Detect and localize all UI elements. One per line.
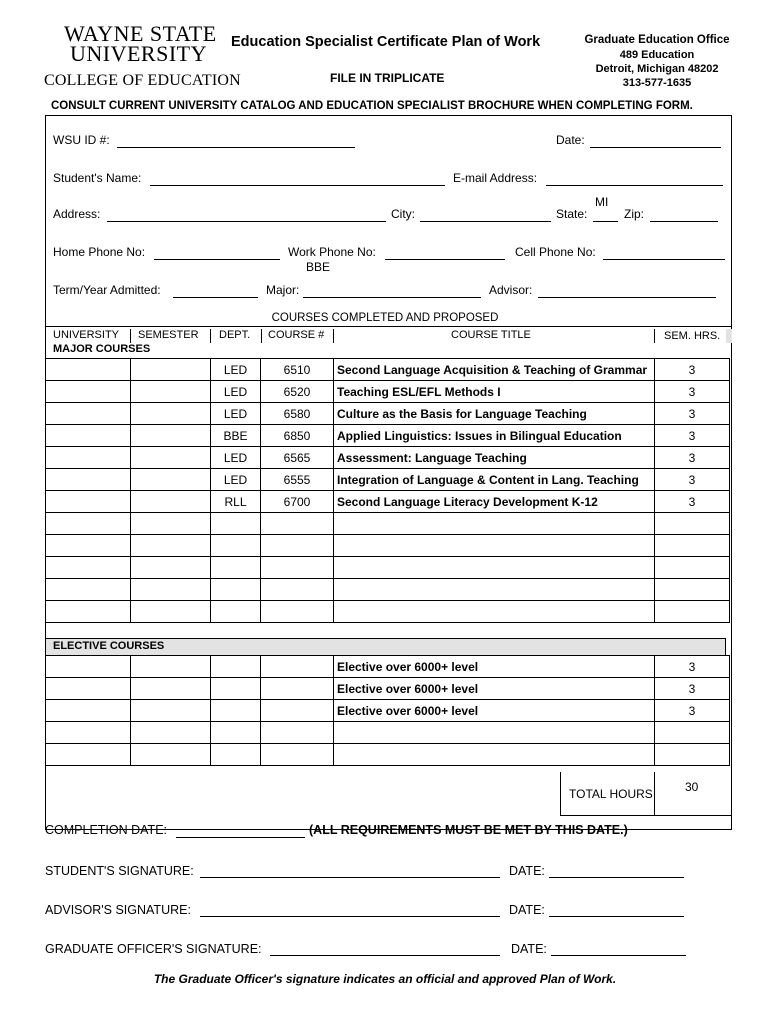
sem-hrs-cell: 3 bbox=[655, 700, 730, 722]
office-city: Detroit, Michigan 48202 bbox=[595, 63, 719, 75]
advisor-field[interactable] bbox=[538, 296, 716, 298]
sem-hrs-cell: 3 bbox=[655, 425, 730, 447]
table-row bbox=[46, 403, 730, 425]
dept-cell bbox=[211, 678, 261, 700]
table-row bbox=[46, 491, 730, 513]
student-date-field[interactable] bbox=[549, 876, 684, 878]
sem-hrs-cell bbox=[655, 744, 730, 766]
logo-university: UNIVERSITY bbox=[70, 41, 207, 66]
course-number-cell: 6850 bbox=[261, 425, 334, 447]
zip-field[interactable] bbox=[650, 220, 718, 222]
university-cell[interactable] bbox=[46, 447, 131, 469]
sem-hrs-cell: 3 bbox=[655, 469, 730, 491]
student-signature-label: STUDENT'S SIGNATURE: bbox=[45, 864, 194, 878]
header-sep bbox=[261, 329, 262, 343]
advisor-date-label: DATE: bbox=[509, 903, 545, 917]
course-number-cell: 6510 bbox=[261, 359, 334, 381]
course-title-cell: Elective over 6000+ level bbox=[334, 656, 655, 678]
university-cell[interactable] bbox=[46, 678, 131, 700]
course-title-cell: Culture as the Basis for Language Teaching bbox=[334, 403, 655, 425]
semester-cell[interactable] bbox=[131, 469, 211, 491]
course-number-cell bbox=[261, 601, 334, 623]
email-field[interactable] bbox=[546, 184, 723, 186]
sem-hrs-cell: 3 bbox=[655, 447, 730, 469]
course-number-cell: 6700 bbox=[261, 491, 334, 513]
col-header-course-title: COURSE TITLE bbox=[451, 329, 531, 341]
table-row bbox=[46, 447, 730, 469]
semester-cell[interactable] bbox=[131, 579, 211, 601]
dept-cell bbox=[211, 557, 261, 579]
major-field[interactable] bbox=[303, 296, 481, 298]
sem-hrs-cell bbox=[655, 535, 730, 557]
semester-cell[interactable] bbox=[131, 557, 211, 579]
header-sep bbox=[210, 329, 211, 343]
semester-cell[interactable] bbox=[131, 491, 211, 513]
university-cell[interactable] bbox=[46, 403, 131, 425]
consult-notice: CONSULT CURRENT UNIVERSITY CATALOG AND EDUCATION SPECIALIST BROCHURE WHEN COMPLETING FORM. bbox=[51, 100, 693, 112]
course-title-cell bbox=[334, 535, 655, 557]
advisor-label: Advisor: bbox=[489, 283, 533, 297]
wsu-id-field[interactable] bbox=[117, 146, 355, 148]
course-title-cell: Elective over 6000+ level bbox=[334, 678, 655, 700]
table-row bbox=[46, 656, 730, 678]
dept-cell bbox=[211, 535, 261, 557]
term-year-field[interactable] bbox=[173, 296, 258, 298]
dept-cell bbox=[211, 656, 261, 678]
sem-hrs-cell bbox=[655, 579, 730, 601]
sem-hrs-cell bbox=[655, 722, 730, 744]
university-cell[interactable] bbox=[46, 425, 131, 447]
city-field[interactable] bbox=[420, 220, 551, 222]
student-signature-field[interactable] bbox=[200, 876, 500, 878]
university-cell[interactable] bbox=[46, 381, 131, 403]
dept-cell: LED bbox=[211, 447, 261, 469]
header-sep bbox=[654, 329, 655, 343]
col-header-course-num: COURSE # bbox=[268, 329, 325, 341]
course-number-cell bbox=[261, 744, 334, 766]
course-number-cell bbox=[261, 579, 334, 601]
table-row bbox=[46, 381, 730, 403]
course-title-cell bbox=[334, 601, 655, 623]
home-phone-label: Home Phone No: bbox=[53, 245, 146, 259]
state-value: MI bbox=[595, 195, 609, 209]
semester-cell[interactable] bbox=[131, 513, 211, 535]
university-cell[interactable] bbox=[46, 656, 131, 678]
advisor-signature-field[interactable] bbox=[200, 915, 500, 917]
address-field[interactable] bbox=[107, 220, 386, 222]
university-cell[interactable] bbox=[46, 557, 131, 579]
sem-hrs-cell: 3 bbox=[655, 359, 730, 381]
advisor-signature-label: ADVISOR'S SIGNATURE: bbox=[45, 903, 191, 917]
sem-hrs-cell: 3 bbox=[655, 491, 730, 513]
graduate-officer-signature-field[interactable] bbox=[270, 954, 500, 956]
completion-note: (ALL REQUIREMENTS MUST BE MET BY THIS DATE.) bbox=[309, 823, 628, 837]
table-row bbox=[46, 425, 730, 447]
col-header-sem-hrs: SEM. HRS. bbox=[664, 330, 721, 342]
state-label: State: bbox=[556, 207, 588, 221]
header-rule bbox=[45, 326, 732, 327]
student-date-label: DATE: bbox=[509, 864, 545, 878]
dept-cell: BBE bbox=[211, 425, 261, 447]
university-cell[interactable] bbox=[46, 579, 131, 601]
elective-courses-table bbox=[45, 655, 730, 766]
course-number-cell: 6520 bbox=[261, 381, 334, 403]
table-row bbox=[46, 535, 730, 557]
sem-hrs-cell: 3 bbox=[655, 656, 730, 678]
office-phone: 313-577-1635 bbox=[622, 77, 692, 89]
date-label: Date: bbox=[556, 133, 585, 147]
col-header-semester: SEMESTER bbox=[138, 329, 199, 341]
semester-cell[interactable] bbox=[131, 425, 211, 447]
university-cell[interactable] bbox=[46, 744, 131, 766]
course-title-cell bbox=[334, 557, 655, 579]
office-name: Graduate Education Office bbox=[584, 34, 730, 46]
state-field[interactable] bbox=[593, 220, 618, 222]
completion-date-field[interactable] bbox=[176, 836, 305, 838]
semester-cell[interactable] bbox=[131, 656, 211, 678]
table-row bbox=[46, 722, 730, 744]
work-phone-value: BBE bbox=[306, 260, 331, 274]
sem-hrs-cell bbox=[655, 557, 730, 579]
semester-cell[interactable] bbox=[131, 447, 211, 469]
col-header-dept: DEPT. bbox=[219, 329, 251, 341]
dept-cell: RLL bbox=[211, 491, 261, 513]
dept-cell: LED bbox=[211, 381, 261, 403]
course-number-cell: 6580 bbox=[261, 403, 334, 425]
sem-hrs-cell: 3 bbox=[655, 678, 730, 700]
header-shade bbox=[726, 329, 732, 343]
elective-courses-label: ELECTIVE COURSES bbox=[53, 640, 165, 652]
semester-cell[interactable] bbox=[131, 744, 211, 766]
course-title-cell: Teaching ESL/EFL Methods I bbox=[334, 381, 655, 403]
dept-cell: LED bbox=[211, 469, 261, 491]
course-number-cell bbox=[261, 656, 334, 678]
sem-hrs-cell: 3 bbox=[655, 403, 730, 425]
semester-cell[interactable] bbox=[131, 700, 211, 722]
course-number-cell bbox=[261, 513, 334, 535]
footer-note: The Graduate Officer's signature indicates an official and approved Plan of Work. bbox=[153, 972, 617, 986]
table-row bbox=[46, 513, 730, 535]
advisor-date-field[interactable] bbox=[549, 915, 684, 917]
total-hours-label: TOTAL HOURS bbox=[569, 787, 653, 801]
semester-cell[interactable] bbox=[131, 381, 211, 403]
course-number-cell bbox=[261, 557, 334, 579]
university-cell[interactable] bbox=[46, 601, 131, 623]
total-hours-value: 30 bbox=[685, 780, 699, 794]
semester-cell[interactable] bbox=[131, 722, 211, 744]
university-cell[interactable] bbox=[46, 513, 131, 535]
university-cell[interactable] bbox=[46, 700, 131, 722]
major-courses-label: MAJOR COURSES bbox=[53, 343, 151, 355]
city-label: City: bbox=[391, 207, 415, 221]
header-sep bbox=[333, 329, 334, 343]
table-row bbox=[46, 359, 730, 381]
course-number-cell bbox=[261, 700, 334, 722]
graduate-officer-date-field[interactable] bbox=[551, 954, 686, 956]
home-phone-field[interactable] bbox=[154, 258, 280, 260]
course-title-cell bbox=[334, 579, 655, 601]
course-title-cell: Integration of Language & Content in Lang. Teaching bbox=[334, 469, 655, 491]
course-number-cell bbox=[261, 678, 334, 700]
semester-cell[interactable] bbox=[131, 403, 211, 425]
file-in-triplicate: FILE IN TRIPLICATE bbox=[330, 71, 445, 85]
university-cell[interactable] bbox=[46, 535, 131, 557]
course-title-cell bbox=[334, 722, 655, 744]
course-title-cell: Second Language Literacy Development K-12 bbox=[334, 491, 655, 513]
student-name-label: Student's Name: bbox=[53, 171, 142, 185]
table-row bbox=[46, 678, 730, 700]
student-name-field[interactable] bbox=[150, 184, 445, 186]
table-row bbox=[46, 744, 730, 766]
graduate-officer-date-label: DATE: bbox=[511, 942, 547, 956]
office-address bbox=[562, 33, 752, 90]
semester-cell[interactable] bbox=[131, 601, 211, 623]
course-title-cell: Elective over 6000+ level bbox=[334, 700, 655, 722]
table-row bbox=[46, 469, 730, 491]
sem-hrs-cell: 3 bbox=[655, 381, 730, 403]
course-title-cell: Applied Linguistics: Issues in Bilingual Education bbox=[334, 425, 655, 447]
office-room: 489 Education bbox=[619, 49, 695, 61]
dept-cell: LED bbox=[211, 359, 261, 381]
table-row bbox=[46, 579, 730, 601]
university-cell[interactable] bbox=[46, 491, 131, 513]
university-cell[interactable] bbox=[46, 359, 131, 381]
course-title-cell: Assessment: Language Teaching bbox=[334, 447, 655, 469]
course-number-cell bbox=[261, 722, 334, 744]
course-title-cell bbox=[334, 744, 655, 766]
sem-hrs-cell bbox=[655, 513, 730, 535]
table-row bbox=[46, 601, 730, 623]
total-sep bbox=[654, 772, 655, 816]
semester-cell[interactable] bbox=[131, 678, 211, 700]
dept-cell bbox=[211, 601, 261, 623]
major-courses-table bbox=[45, 358, 730, 623]
table-row bbox=[46, 557, 730, 579]
course-number-cell: 6565 bbox=[261, 447, 334, 469]
course-title-cell: Second Language Acquisition & Teaching of Grammar bbox=[334, 359, 655, 381]
semester-cell[interactable] bbox=[131, 535, 211, 557]
sem-hrs-cell bbox=[655, 601, 730, 623]
header-sep bbox=[130, 329, 131, 343]
col-header-university: UNIVERSITY bbox=[53, 329, 120, 341]
completion-date-label: COMPLETION DATE: bbox=[45, 823, 168, 837]
course-title-cell bbox=[334, 513, 655, 535]
address-label: Address: bbox=[53, 207, 101, 221]
zip-label: Zip: bbox=[624, 207, 645, 221]
email-label: E-mail Address: bbox=[453, 171, 538, 185]
date-field[interactable] bbox=[590, 146, 721, 148]
course-number-cell bbox=[261, 535, 334, 557]
courses-caption: COURSES COMPLETED AND PROPOSED bbox=[271, 312, 499, 324]
logo-college: COLLEGE OF EDUCATION bbox=[44, 72, 241, 89]
semester-cell[interactable] bbox=[131, 359, 211, 381]
dept-cell bbox=[211, 513, 261, 535]
dept-cell bbox=[211, 700, 261, 722]
work-phone-label: Work Phone No: bbox=[288, 245, 376, 259]
cell-phone-field[interactable] bbox=[603, 258, 725, 260]
dept-cell bbox=[211, 579, 261, 601]
dept-cell bbox=[211, 722, 261, 744]
dept-cell bbox=[211, 744, 261, 766]
term-year-label: Term/Year Admitted: bbox=[53, 283, 161, 297]
work-phone-field[interactable] bbox=[385, 258, 505, 260]
wsu-id-label: WSU ID #: bbox=[53, 133, 110, 147]
graduate-officer-signature-label: GRADUATE OFFICER'S SIGNATURE: bbox=[45, 942, 262, 956]
form-title: Education Specialist Certificate Plan of Work bbox=[231, 34, 541, 50]
table-row bbox=[46, 700, 730, 722]
cell-phone-label: Cell Phone No: bbox=[515, 245, 596, 259]
major-label: Major: bbox=[266, 283, 300, 297]
university-cell[interactable] bbox=[46, 469, 131, 491]
course-number-cell: 6555 bbox=[261, 469, 334, 491]
logo-wayne-state: WAYNE STATE bbox=[64, 21, 217, 46]
dept-cell: LED bbox=[211, 403, 261, 425]
university-cell[interactable] bbox=[46, 722, 131, 744]
